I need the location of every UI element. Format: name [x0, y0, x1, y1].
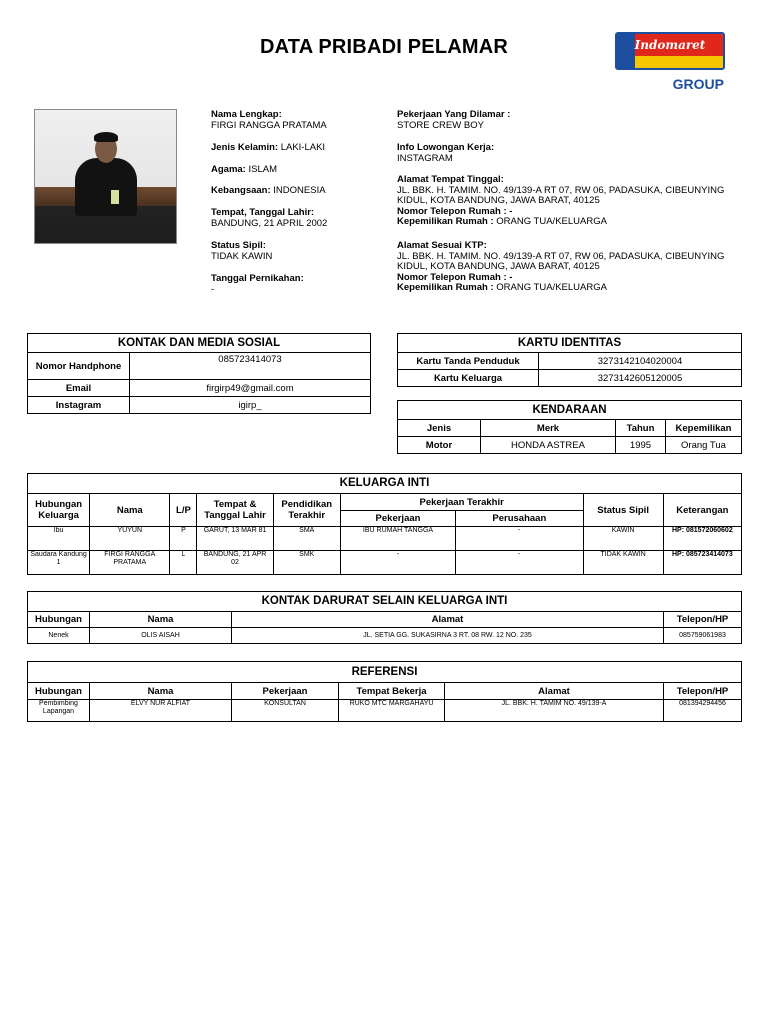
kartu-label: Kartu Tanda Penduduk [398, 353, 539, 370]
keluarga-cell: HP: 081572060602 [663, 527, 741, 551]
kendaraan-header: Jenis [398, 420, 481, 437]
darurat-header: Alamat [232, 612, 664, 628]
referensi-table [27, 661, 742, 722]
kendaraan-cell: HONDA ASTREA [481, 437, 616, 454]
referensi-header: Telepon/HP [664, 683, 742, 700]
keluarga-cell: YUYUN [90, 527, 170, 551]
keluarga-cell: P [170, 527, 197, 551]
keluarga-cell: IBU RUMAH TANGGA [340, 527, 455, 551]
kendaraan-cell: Motor [398, 437, 481, 454]
keluarga-cell: - [456, 527, 583, 551]
keluarga-header: Keterangan [663, 494, 741, 527]
info-nama: Nama Lengkap: FIRGI RANGGA PRATAMA [211, 109, 327, 131]
keluarga-header: Tempat & Tanggal Lahir [197, 494, 273, 527]
keluarga-header: Status Sipil [583, 494, 663, 527]
referensi-header: Alamat [445, 683, 664, 700]
info-agama: Agama: ISLAM [211, 164, 277, 175]
referensi-header: Hubungan [28, 683, 90, 700]
applicant-photo [34, 109, 177, 244]
info-tanggal-pernikahan: Tanggal Pernikahan: - [211, 273, 304, 295]
info-alamat-tinggal: Alamat Tempat Tinggal: JL. BBK. H. TAMIM. NO. 49/139-A RT 07, RW 06, PADASUKA, CIBEUNYING KIDUL, KOTA BANDUNG, JAWA BARAT, 40125 Nomor Telepon Rumah : - Kepemilikan Rumah : ORANG TUA/KELUARGA [397, 174, 725, 227]
info-lowongan: Info Lowongan Kerja: INSTAGRAM [397, 142, 495, 164]
keluarga-cell: Ibu [28, 527, 90, 551]
kontak-value: 085723414073 [130, 353, 371, 380]
kendaraan-cell: 1995 [616, 437, 666, 454]
kartu-title: KARTU IDENTITAS [398, 334, 742, 353]
keluarga-header: Hubungan Keluarga [28, 494, 90, 527]
darurat-header: Hubungan [28, 612, 90, 628]
keluarga-header: Nama [90, 494, 170, 527]
referensi-cell: Pembimbing Lapangan [28, 700, 90, 722]
keluarga-cell: KAWIN [583, 527, 663, 551]
indomaret-logo [612, 30, 728, 94]
referensi-cell: RUKO MTC MARGAHAYU [339, 700, 445, 722]
kontak-table [27, 333, 371, 414]
darurat-header: Telepon/HP [664, 612, 742, 628]
info-alamat-ktp: Alamat Sesuai KTP: JL. BBK. H. TAMIM. NO. 49/139-A RT 07, RW 06, PADASUKA, CIBEUNYING KIDUL, KOTA BANDUNG, JAWA BARAT, 40125 Nomor Telepon Rumah : - Kepemilikan Rumah : ORANG TUA/KELUARGA [397, 240, 725, 293]
kartu-table [397, 333, 742, 387]
referensi-header: Pekerjaan [232, 683, 339, 700]
kartu-value: 3273142605120005 [539, 370, 742, 387]
kontak-label: Email [28, 380, 130, 397]
kendaraan-title: KENDARAAN [398, 401, 742, 420]
darurat-cell: 085759061983 [664, 628, 742, 644]
referensi-cell: 081394294456 [664, 700, 742, 722]
kontak-label: Instagram [28, 397, 130, 414]
referensi-cell: ELVY NUR ALFIAT [90, 700, 232, 722]
keluarga-cell: GARUT, 13 MAR 81 [197, 527, 273, 551]
keluarga-table [27, 473, 742, 575]
kontak-label: Nomor Handphone [28, 353, 130, 380]
darurat-title: KONTAK DARURAT SELAIN KELUARGA INTI [28, 592, 742, 612]
referensi-header: Nama [90, 683, 232, 700]
keluarga-cell: HP: 085723414073 [663, 551, 741, 575]
keluarga-cell: - [456, 551, 583, 575]
darurat-header: Nama [90, 612, 232, 628]
referensi-title: REFERENSI [28, 662, 742, 683]
page-title: DATA PRIBADI PELAMAR [259, 36, 509, 58]
logo-group-text: GROUP [672, 76, 724, 92]
keluarga-cell: SMA [273, 527, 340, 551]
keluarga-cell: BANDUNG, 21 APR 02 [197, 551, 273, 575]
keluarga-header: Pekerjaan [340, 511, 455, 527]
kendaraan-cell: Orang Tua [666, 437, 742, 454]
keluarga-header: L/P [170, 494, 197, 527]
referensi-header: Tempat Bekerja [339, 683, 445, 700]
kendaraan-header: Tahun [616, 420, 666, 437]
darurat-cell: OLIS AISAH [90, 628, 232, 644]
keluarga-cell: FIRGI RANGGA PRATAMA [90, 551, 170, 575]
info-kebangsaan: Kebangsaan: INDONESIA [211, 185, 326, 196]
keluarga-header: Pendidikan Terakhir [273, 494, 340, 527]
kartu-label: Kartu Keluarga [398, 370, 539, 387]
keluarga-cell: L [170, 551, 197, 575]
keluarga-cell: - [340, 551, 455, 575]
keluarga-cell: Saudara Kandung 1 [28, 551, 90, 575]
darurat-cell: Nenek [28, 628, 90, 644]
referensi-cell: KONSULTAN [232, 700, 339, 722]
keluarga-header: Perusahaan [456, 511, 583, 527]
kontak-title: KONTAK DAN MEDIA SOSIAL [28, 334, 371, 353]
info-ttl: Tempat, Tanggal Lahir: BANDUNG, 21 APRIL 2002 [211, 207, 328, 229]
keluarga-header: Pekerjaan Terakhir [340, 494, 583, 511]
kartu-value: 3273142104020004 [539, 353, 742, 370]
kendaraan-header: Merk [481, 420, 616, 437]
darurat-table [27, 591, 742, 644]
logo-brand-text: Indomaret [634, 38, 706, 52]
info-jenis-kelamin: Jenis Kelamin: LAKI-LAKI [211, 142, 326, 153]
darurat-cell: JL. SETIA GG. SUKASIRNA 3 RT. 08 RW. 12 NO. 235 [232, 628, 664, 644]
kendaraan-header: Kepemilikan [666, 420, 742, 437]
kontak-value: igirp_ [130, 397, 371, 414]
kontak-value: firgirp49@gmail.com [130, 380, 371, 397]
keluarga-title: KELUARGA INTI [28, 474, 742, 494]
keluarga-cell: SMK [273, 551, 340, 575]
referensi-cell: JL. BBK. H. TAMIM NO. 49/139-A [445, 700, 664, 722]
info-pekerjaan-dilamar: Pekerjaan Yang Dilamar : STORE CREW BOY [397, 109, 511, 131]
keluarga-cell: TIDAK KAWIN [583, 551, 663, 575]
kendaraan-table [397, 400, 742, 454]
info-status-sipil: Status Sipil: TIDAK KAWIN [211, 240, 273, 262]
